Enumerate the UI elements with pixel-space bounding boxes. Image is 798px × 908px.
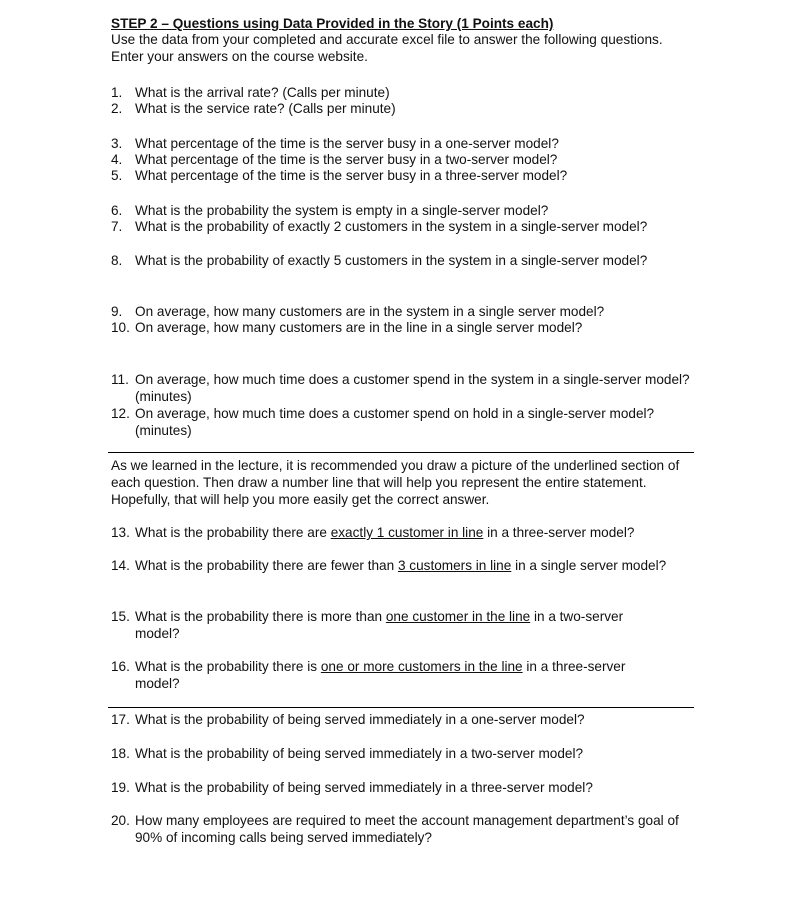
question-12 [111,405,671,439]
question-number: 5. [111,168,123,183]
question-13 [111,524,691,541]
question-text: What is the probability the system is empty in a single-server model? [135,203,549,218]
question-text: What is the probability of being served immediately in a one-server model? [135,712,585,727]
question-6 [111,202,691,219]
question-number: 14. [111,558,130,573]
question-text: What is the probability of exactly 5 customers in the system in a single-server model? [135,253,648,268]
question-text: What percentage of the time is the server busy in a one-server model? [135,136,559,151]
question-3 [111,135,691,152]
question-number: 15. [111,609,130,624]
underlined-phrase: exactly 1 customer in line [330,525,484,540]
question-number: 6. [111,203,123,218]
question-14 [111,557,681,574]
question-4 [111,151,691,168]
question-10 [111,319,691,336]
step-heading: STEP 2 – Questions using Data Provided in the Story (1 Points each) [111,16,554,31]
question-text: How many employees are required to meet the account management department’s goal of 90% of incoming calls being served immediately? [135,813,679,845]
question-number: 2. [111,101,123,116]
question-11 [111,371,691,405]
question-15 [111,608,651,642]
question-number: 8. [111,253,123,268]
question-number: 13. [111,525,130,540]
question-8 [111,252,651,269]
underlined-phrase: 3 customers in line [397,558,512,573]
section-divider-top [108,452,694,453]
question-number: 1. [111,85,123,100]
question-9 [111,303,691,320]
question-number: 17. [111,712,130,727]
question-text: What is the arrival rate? (Calls per minute) [135,85,390,100]
question-19 [111,779,691,796]
question-text: What is the probability of being served immediately in a two-server model? [135,746,584,761]
intro-paragraph: Use the data from your completed and accurate excel file to answer the following questions. Enter your answers on the course website. [111,32,663,64]
question-1 [111,84,691,101]
question-text: What is the probability there are exactly 1 customer in line in a three-server model? [135,525,635,540]
question-text: What is the probability there are fewer than 3 customers in line in a single server model? [135,558,667,573]
question-text: On average, how many customers are in the system in a single server model? [135,304,605,319]
question-number: 10. [111,320,130,335]
question-number: 16. [111,659,130,674]
underlined-phrase: one customer in the line [385,609,531,624]
question-number: 19. [111,780,130,795]
question-7 [111,218,651,235]
section-divider-bottom [108,707,694,708]
question-text: On average, how much time does a customer spend on hold in a single-server model? (minutes) [135,406,655,438]
question-number: 11. [111,372,129,387]
question-number: 9. [111,304,123,319]
question-number: 12. [111,406,130,421]
question-number: 20. [111,813,130,828]
question-text: What is the probability there is one or more customers in the line in a three-server model? [135,659,626,691]
question-5 [111,167,691,184]
question-20 [111,812,686,846]
question-17 [111,711,691,728]
instruction-note: As we learned in the lecture, it is recommended you draw a picture of the underlined section of each question. Then draw a number line that will help you represent the entire statement. Hopefully, that will help you more easily get the correct answer. [111,458,680,507]
question-text: What is the probability of exactly 2 customers in the system in a single-server model? [135,219,648,234]
question-2 [111,100,691,117]
question-number: 3. [111,136,123,151]
question-text: On average, how much time does a customer spend in the system in a single-server model? (minutes) [135,372,690,404]
question-number: 7. [111,219,123,234]
question-text: What percentage of the time is the server busy in a three-server model? [135,168,568,183]
question-16 [111,658,671,692]
question-text: What is the probability of being served immediately in a three-server model? [135,780,593,795]
question-text: On average, how many customers are in the line in a single server model? [135,320,583,335]
question-text: What is the probability there is more than one customer in the line in a two-server model? [135,609,624,641]
question-text: What percentage of the time is the server busy in a two-server model? [135,152,558,167]
underlined-phrase: one or more customers in the line [320,659,523,674]
question-18 [111,745,691,762]
question-text: What is the service rate? (Calls per minute) [135,101,396,116]
question-number: 4. [111,152,123,167]
question-number: 18. [111,746,130,761]
